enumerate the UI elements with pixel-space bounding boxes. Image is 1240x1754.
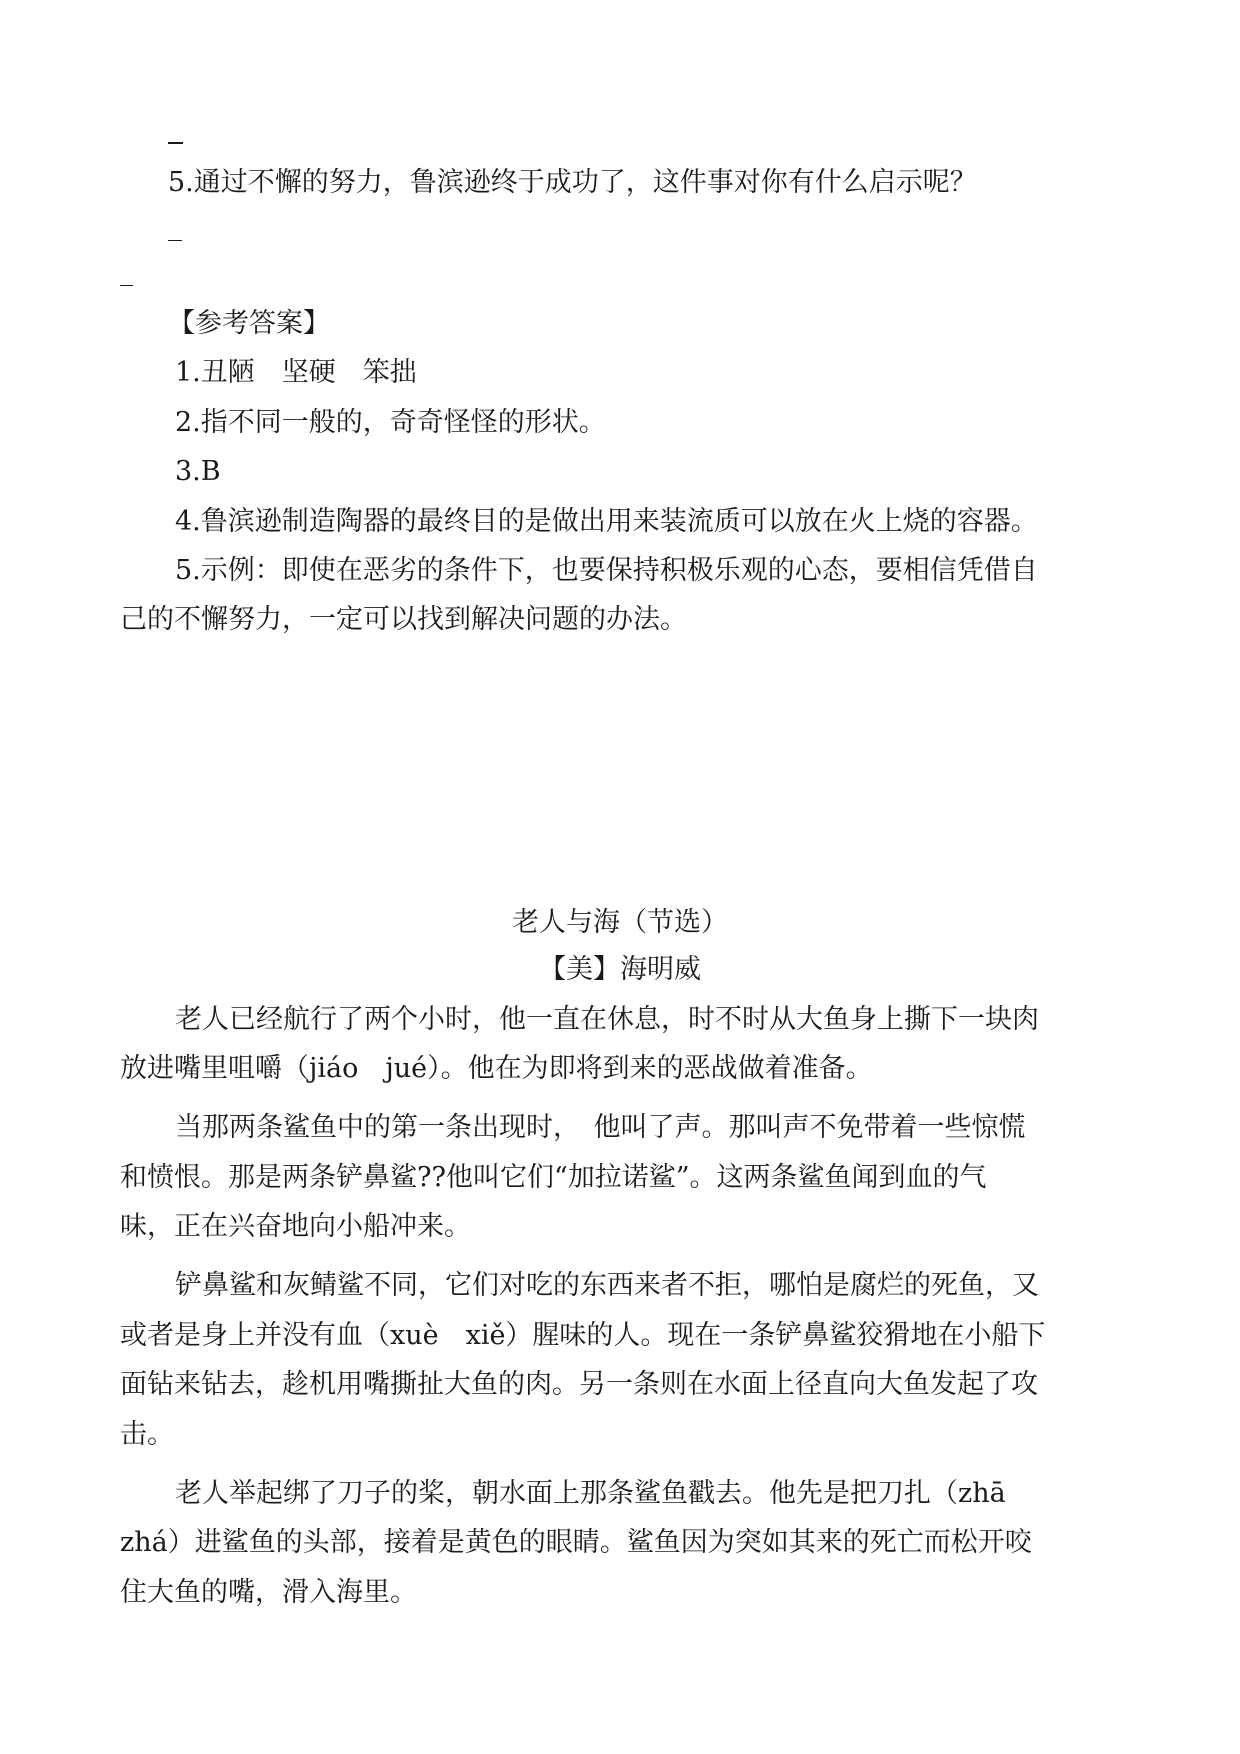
answer-4: 4.鲁滨逊制造陶器的最终目的是做出用来装流质可以放在火上烧的容器。 bbox=[175, 506, 1038, 537]
answer-1: 1.丑陋 坚硬 笨拙 bbox=[175, 357, 417, 388]
article-line: 当那两条鲨鱼中的第一条出现时， 他叫了声。那叫声不免带着一些惊慌 bbox=[175, 1112, 1026, 1143]
article-line: 味，正在兴奋地向小船冲来。 bbox=[120, 1211, 471, 1242]
article-title: 老人与海（节选） bbox=[512, 907, 728, 938]
answer-5-line-1: 5.示例：即使在恶劣的条件下，也要保持积极乐观的心态，要相信凭借自 bbox=[175, 555, 1038, 586]
article-line: 铲鼻鲨和灰鲭鲨不同，它们对吃的东西来者不拒，哪怕是腐烂的死鱼，又 bbox=[175, 1270, 1039, 1301]
answer-5-line-2: 己的不懈努力，一定可以找到解决问题的办法。 bbox=[120, 604, 687, 635]
article-line: 住大鱼的嘴，滑入海里。 bbox=[120, 1577, 417, 1608]
article-line: 或者是身上并没有血（xuè xiě）腥味的人。现在一条铲鼻鲨狡猾地在小船下 bbox=[120, 1320, 1046, 1351]
article-line: 和愤恨。那是两条铲鼻鲨??他叫它们“加拉诺鲨”。这两条鲨鱼闻到血的气 bbox=[120, 1162, 987, 1193]
article-author: 【美】海明威 bbox=[539, 954, 701, 985]
answer-3: 3.B bbox=[175, 456, 221, 487]
article-line: 老人举起绑了刀子的桨，朝水面上那条鲨鱼戳去。他先是把刀扎（zhā bbox=[175, 1478, 1006, 1509]
answer-2: 2.指不同一般的，奇奇怪怪的形状。 bbox=[175, 407, 606, 438]
answer-blank-q5-line2 bbox=[120, 285, 133, 286]
article-line: 面钻来钻去，趁机用嘴撕扯大鱼的肉。另一条则在水面上径直向大鱼发起了攻 bbox=[120, 1369, 1038, 1400]
article-line: 老人已经航行了两个小时，他一直在休息，时不时从大鱼身上撕下一块肉 bbox=[175, 1004, 1039, 1035]
article-line: 放进嘴里咀嚼（jiáo jué）。他在为即将到来的恶战做着准备。 bbox=[120, 1053, 873, 1084]
answer-blank-q5-line1 bbox=[168, 240, 182, 241]
article-line: 击。 bbox=[120, 1419, 174, 1450]
article-line: zhá）进鲨鱼的头部，接着是黄色的眼睛。鲨鱼因为突如其来的死亡而松开咬 bbox=[120, 1527, 1032, 1558]
answers-heading: 【参考答案】 bbox=[168, 308, 330, 339]
answer-blank-q4-end bbox=[168, 142, 183, 144]
question-5: 5.通过不懈的努力，鲁滨逊终于成功了，这件事对你有什么启示呢？ bbox=[168, 167, 977, 198]
